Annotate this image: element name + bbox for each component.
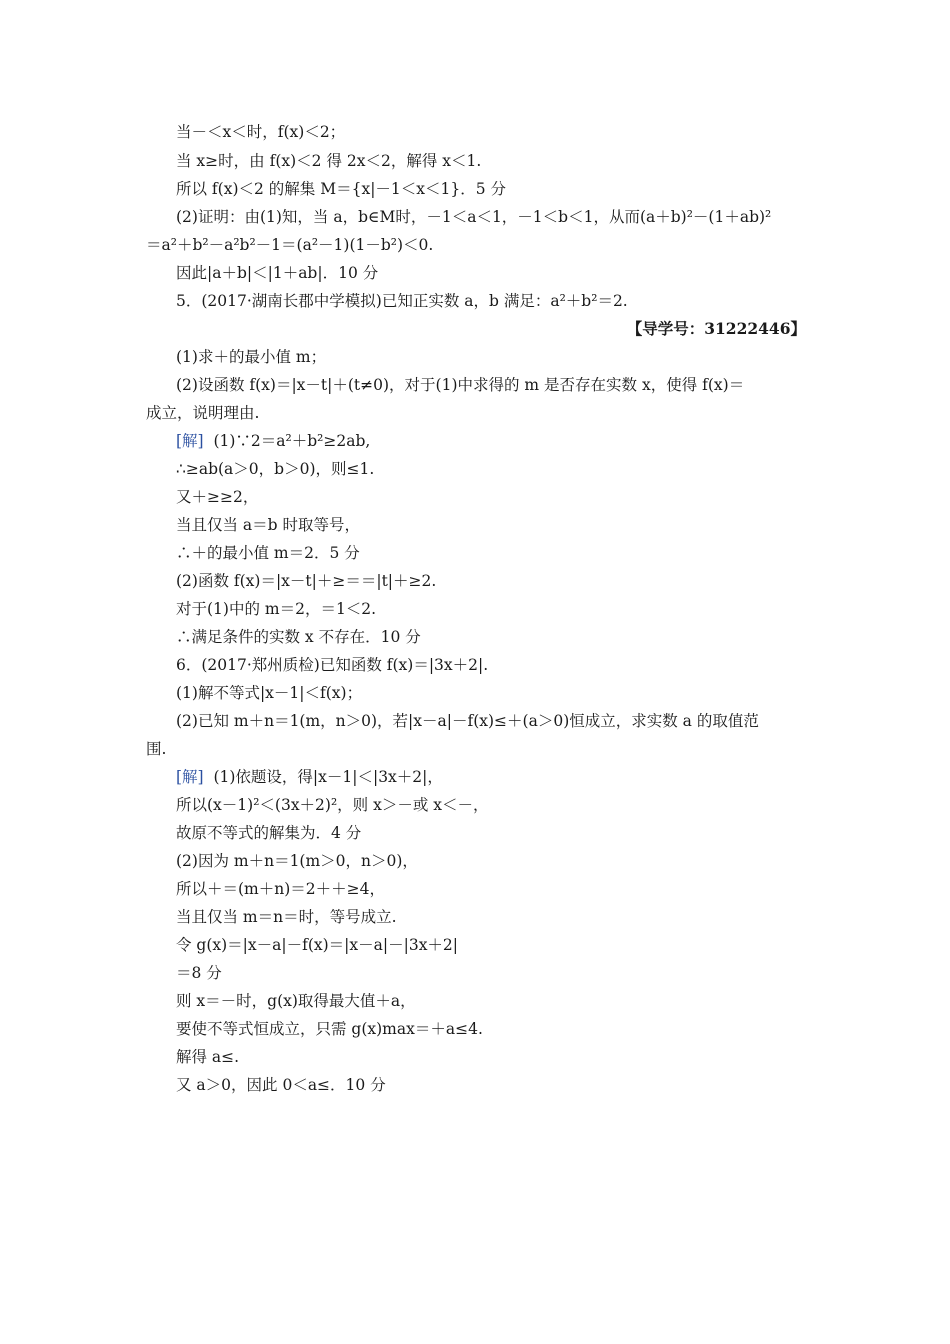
text-line: (1)依题设，得|x－1|＜|3x＋2|， (213, 768, 443, 786)
text-line: 对于(1)中的 m＝2，＝1＜2. (176, 600, 377, 618)
text-line: (2)因为 m＋n＝1(m＞0，n＞0)， (176, 852, 418, 870)
text-line: ＝8 分 (176, 964, 222, 982)
text-line: (2)函数 f(x)＝|x－t|＋≥＝＝|t|＋≥2. (176, 572, 437, 590)
text-line: 所以＋＝(m＋n)＝2＋＋≥4， (176, 880, 385, 898)
text-line: 围. (146, 740, 167, 758)
problem-5-heading: 5．(2017·湖南长郡中学模拟)已知正实数 a，b 满足：a²＋b²＝2. (176, 292, 628, 310)
text-line: 令 g(x)＝|x－a|－f(x)＝|x－a|－|3x＋2| (176, 936, 459, 954)
text-line: 解得 a≤. (176, 1048, 240, 1066)
text-line: 故原不等式的解集为．4 分 (176, 824, 362, 842)
text-line: ∴＋的最小值 m＝2．5 分 (176, 544, 360, 562)
text-line: ∴≥ab(a＞0，b＞0)，则≤1. (176, 460, 375, 478)
text-line: 因此|a＋b|＜|1＋ab|．10 分 (176, 264, 379, 282)
text-line: (1)∵2＝a²＋b²≥2ab, (213, 432, 371, 450)
text-line: 成立，说明理由. (146, 404, 260, 422)
text-line: 则 x＝－时，g(x)取得最大值＋a， (176, 992, 416, 1010)
text-line: 当－＜x＜时，f(x)＜2； (176, 123, 346, 141)
text-line: 要使不等式恒成立，只需 g(x)max＝＋a≤4. (176, 1020, 483, 1038)
text-line: ＝a²＋b²－a²b²－1＝(a²－1)(1－b²)＜0. (146, 236, 434, 254)
text-line: (1)求＋的最小值 m； (176, 348, 327, 366)
guide-number: 【导学号：31222446】 (626, 319, 806, 338)
text-line: (2)证明：由(1)知，当 a，b∈M时，－1＜a＜1，－1＜b＜1，从而(a＋b)²－(1＋ab)² (176, 208, 772, 226)
text-line: 又 a＞0，因此 0＜a≤．10 分 (176, 1076, 386, 1094)
text-line: 所以 f(x)＜2 的解集 M＝{x|－1＜x＜1}．5 分 (176, 180, 507, 198)
solution-line (176, 766, 443, 788)
solution-line (176, 430, 370, 452)
text-line: 所以(x－1)²＜(3x＋2)²，则 x＞－或 x＜－， (176, 796, 489, 814)
text-line: (2)已知 m＋n＝1(m，n＞0)，若|x－a|－f(x)≤＋(a＞0)恒成立，求实数 a 的取值范 (176, 712, 759, 730)
text-line: (1)解不等式|x－1|＜f(x)； (176, 684, 363, 702)
text-line: 当且仅当 a＝b 时取等号， (176, 516, 361, 534)
text-line: 又＋≥≥2， (176, 488, 259, 506)
text-line: 当 x≥时，由 f(x)＜2 得 2x＜2，解得 x＜1. (176, 152, 482, 170)
solution-tag: [解] (176, 432, 204, 450)
text-line: 当且仅当 m＝n＝时，等号成立. (176, 908, 397, 926)
text-line: (2)设函数 f(x)＝|x－t|＋(t≠0)，对于(1)中求得的 m 是否存在实数 x，使得 f(x)＝ (176, 376, 745, 394)
problem-6-heading: 6．(2017·郑州质检)已知函数 f(x)＝|3x＋2|. (176, 656, 489, 674)
text-line: ∴满足条件的实数 x 不存在．10 分 (176, 628, 421, 646)
solution-tag: [解] (176, 768, 204, 786)
